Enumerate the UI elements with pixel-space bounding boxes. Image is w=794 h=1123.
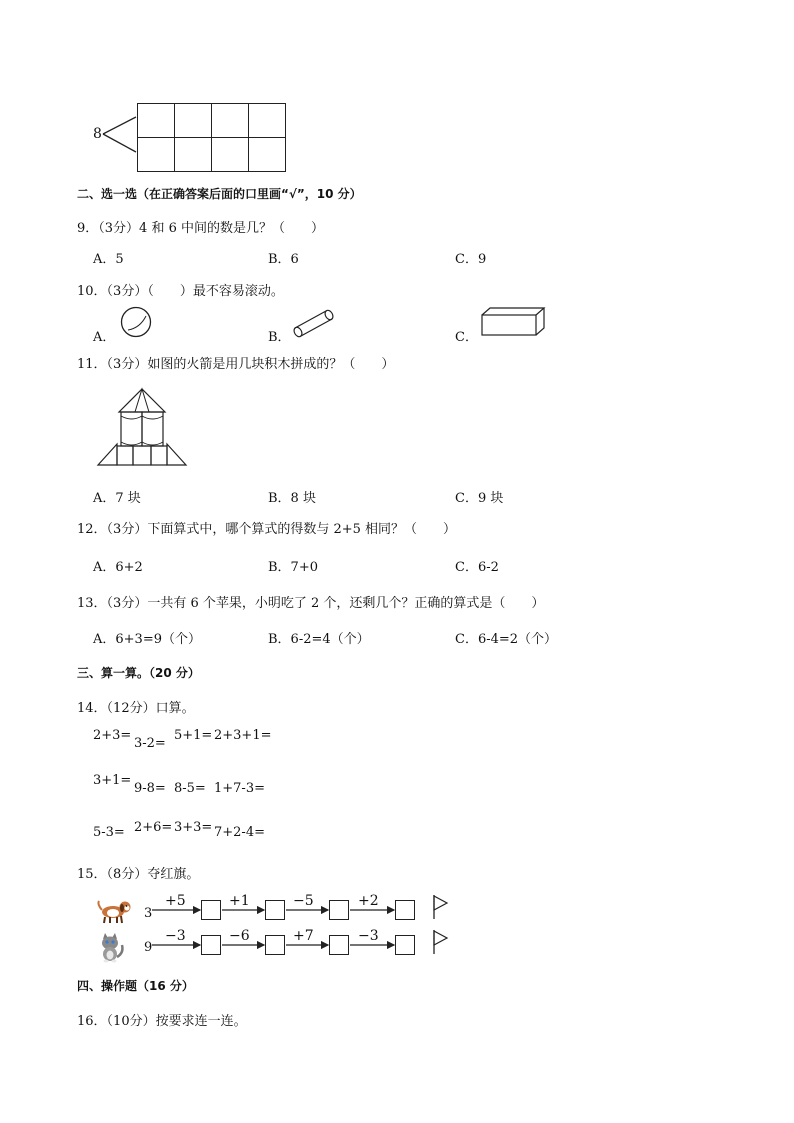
grid-cell[interactable] [138, 138, 175, 172]
q12-option-b[interactable]: B．7+0 [268, 560, 318, 575]
calc-item[interactable]: 2+3= [93, 728, 132, 743]
grid-cell[interactable] [175, 138, 212, 172]
split-answer-grid[interactable] [137, 103, 286, 172]
question-14-stem: 14．（12分）口算。 [77, 701, 195, 716]
answer-box[interactable] [265, 900, 285, 920]
answer-box[interactable] [201, 900, 221, 920]
q10-option-c[interactable]: C． [455, 330, 478, 345]
question-12-stem: 12．（3分）下面算式中，哪个算式的得数与 2+5 相同？（ ） [77, 522, 457, 537]
q10-option-a[interactable]: A． [93, 330, 116, 345]
dog-icon [96, 898, 132, 924]
calc-item[interactable]: 3-2= [134, 736, 166, 751]
q13-option-a[interactable]: A．6+3=9（个） [93, 632, 201, 647]
section-2-title: 二、选一选（在正确答案后面的口里画“√”，10 分） [77, 187, 362, 201]
calc-item[interactable]: 3+1= [93, 773, 132, 788]
calc-item[interactable]: 8-5= [174, 781, 206, 796]
calc-item[interactable]: 3+3= [174, 820, 213, 835]
answer-box[interactable] [329, 900, 349, 920]
cuboid-icon [481, 307, 547, 337]
calc-item[interactable]: 5-3= [93, 825, 125, 840]
q13-option-c[interactable]: C．6-4=2（个） [455, 632, 558, 647]
calc-item[interactable]: 2+3+1= [214, 728, 272, 743]
cylinder-icon [293, 308, 337, 340]
answer-box[interactable] [395, 900, 415, 920]
answer-box[interactable] [265, 935, 285, 955]
calc-item[interactable]: 5+1= [174, 728, 213, 743]
answer-box[interactable] [395, 935, 415, 955]
ball-icon [120, 306, 154, 340]
section-4-title: 四、操作题（16 分） [77, 979, 194, 993]
row2-op: −3 [165, 928, 186, 944]
question-16-stem: 16．（10分）按要求连一连。 [77, 1014, 247, 1029]
answer-box[interactable] [329, 935, 349, 955]
grid-cell[interactable] [175, 104, 212, 138]
question-9-stem: 9．（3分）4 和 6 中间的数是几？（ ） [77, 221, 324, 236]
row2-start-number: 9 [144, 940, 153, 955]
row1-op: +5 [165, 893, 186, 909]
row2-op: −6 [229, 928, 250, 944]
row1-op: −5 [293, 893, 314, 909]
grid-cell[interactable] [212, 138, 249, 172]
row2-op: −3 [358, 928, 379, 944]
section-3-title: 三、算一算。（20 分） [77, 666, 200, 680]
split-number: 8 [93, 126, 102, 142]
q9-option-b[interactable]: B．6 [268, 252, 299, 267]
row1-start-number: 3 [144, 906, 153, 921]
row1-op: +1 [229, 893, 250, 909]
row2-op: +7 [293, 928, 314, 944]
cat-icon [96, 933, 126, 963]
q9-option-a[interactable]: A．5 [93, 252, 124, 267]
q12-option-a[interactable]: A．6+2 [93, 560, 143, 575]
q10-option-b[interactable]: B． [268, 330, 291, 345]
rocket-blocks-icon [97, 386, 187, 468]
question-11-stem: 11．（3分）如图的火箭是用几块积木拼成的？（ ） [77, 357, 395, 372]
calc-item[interactable]: 9-8= [134, 781, 166, 796]
calc-item[interactable]: 1+7-3= [214, 781, 265, 796]
q12-option-c[interactable]: C．6-2 [455, 560, 499, 575]
question-13-stem: 13．（3分）一共有 6 个苹果，小明吃了 2 个，还剩几个？正确的算式是（ ） [77, 596, 545, 611]
q11-option-a[interactable]: A．7 块 [93, 491, 141, 506]
question-10-stem: 10．（3分）（ ）最不容易滚动。 [77, 284, 284, 299]
flag-icon [432, 895, 450, 919]
q11-option-b[interactable]: B．8 块 [268, 491, 316, 506]
calc-item[interactable]: 2+6= [134, 820, 173, 835]
flag-icon [432, 930, 450, 954]
grid-cell[interactable] [249, 104, 286, 138]
q9-option-c[interactable]: C．9 [455, 252, 487, 267]
grid-cell[interactable] [212, 104, 249, 138]
answer-box[interactable] [201, 935, 221, 955]
q11-option-c[interactable]: C．9 块 [455, 491, 504, 506]
q13-option-b[interactable]: B．6-2=4（个） [268, 632, 370, 647]
grid-cell[interactable] [138, 104, 175, 138]
calc-item[interactable]: 7+2-4= [214, 825, 265, 840]
question-15-stem: 15．（8分）夺红旗。 [77, 867, 200, 882]
grid-cell[interactable] [249, 138, 286, 172]
row1-op: +2 [358, 893, 379, 909]
